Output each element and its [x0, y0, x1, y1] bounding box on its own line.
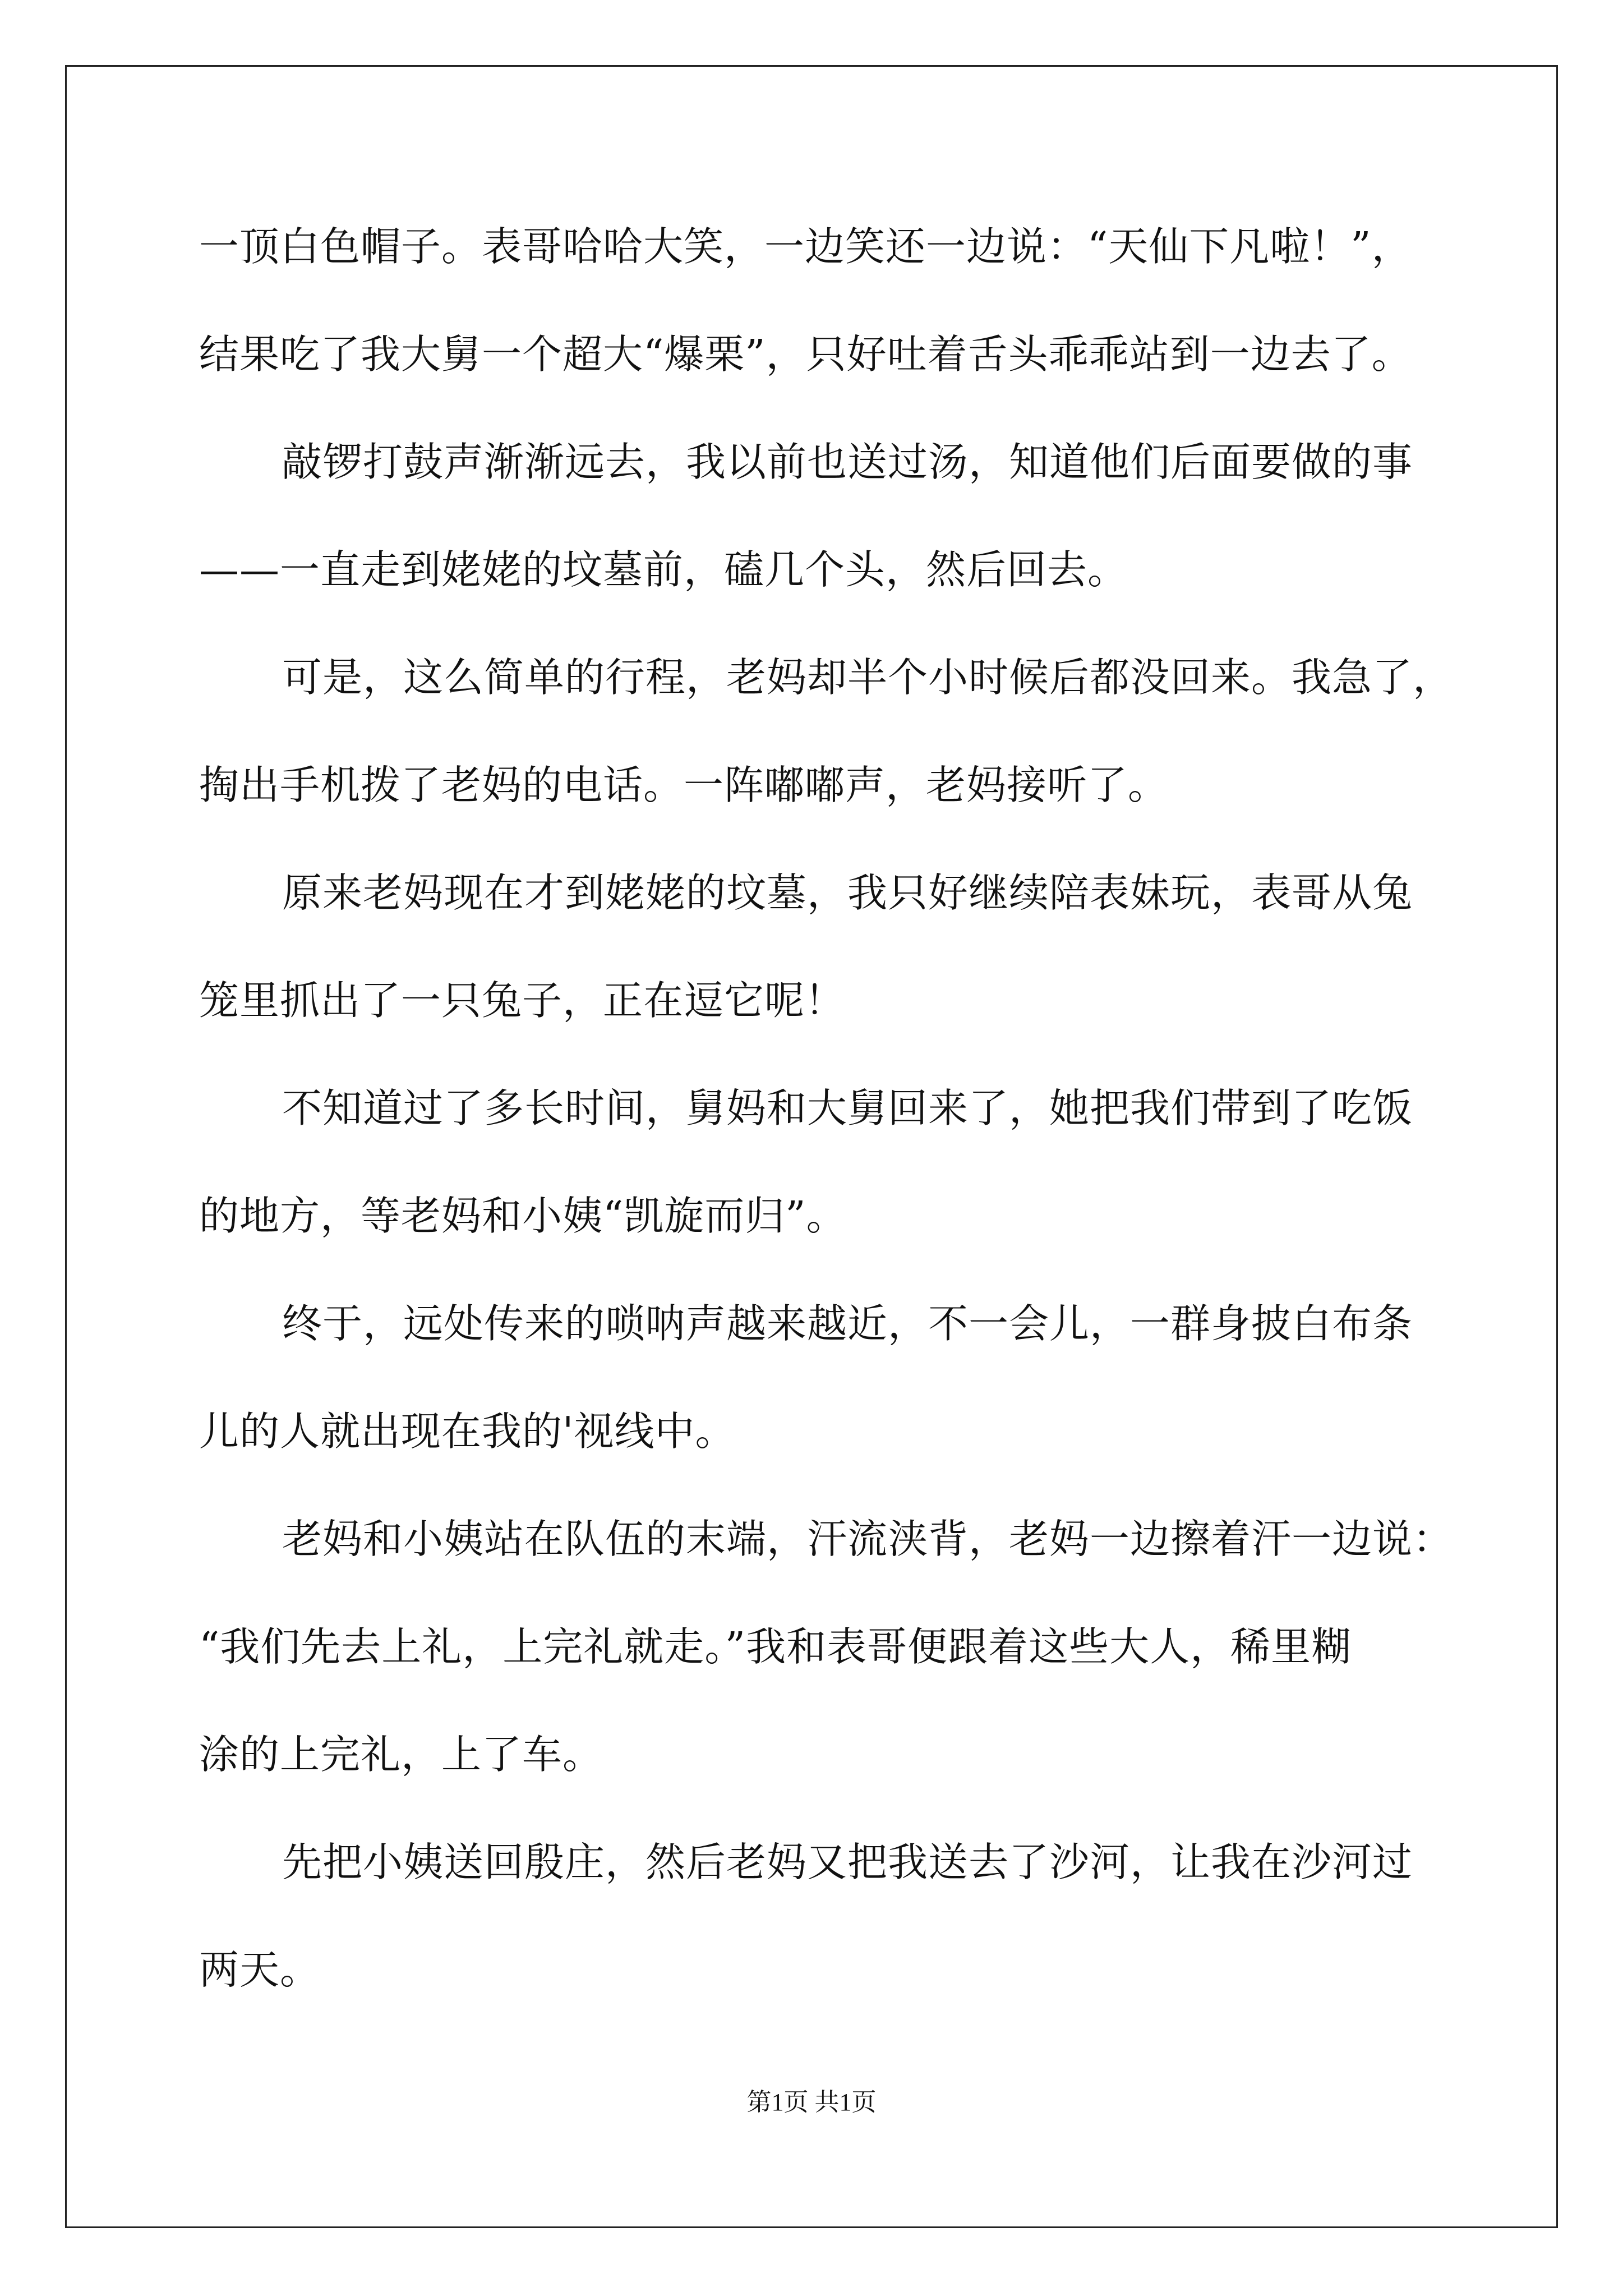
text-line: 掏出手机拨了老妈的电话。一阵嘟嘟声，老妈接听了。 [199, 762, 1169, 808]
text-line: 两天。 [199, 1947, 321, 1993]
text-line: 涂的上完礼，上了车。 [199, 1731, 603, 1778]
text-line: 的地方，等老妈和小姨“凯旋而归”。 [199, 1193, 847, 1239]
page-border [65, 65, 1558, 2228]
text-line: 笼里抓出了一只兔子，正在逗它呢！ [199, 977, 846, 1024]
text-line: 不知道过了多长时间，舅妈和大舅回来了，她把我们带到了吃饭 [282, 1085, 1413, 1131]
text-line: 先把小姨送回殷庄，然后老妈又把我送去了沙河，让我在沙河过 [282, 1839, 1413, 1885]
text-line: 终于，远处传来的唢呐声越来越近，不一会儿，一群身披白布条 [282, 1300, 1413, 1347]
text-line: 儿的人就出现在我的'视线中。 [199, 1408, 736, 1455]
text-line: 一顶白色帽子。表哥哈哈大笑，一边笑还一边说：“天仙下凡啦！”， [199, 223, 1412, 270]
text-line: 结果吃了我大舅一个超大“爆栗”，只好吐着舌头乖乖站到一边去了。 [199, 331, 1412, 378]
text-line: “我们先去上礼，上完礼就走。”我和表哥便跟着这些大人，稀里糊 [199, 1623, 1352, 1670]
text-line: 敲锣打鼓声渐渐远去，我以前也送过汤，知道他们后面要做的事 [282, 439, 1413, 485]
text-line: ——一直走到姥姥的坟墓前，磕几个头，然后回去。 [199, 546, 1128, 593]
text-line: 老妈和小姨站在队伍的末端，汗流浃背，老妈一边擦着汗一边说： [282, 1516, 1454, 1562]
page-number-footer: 第1页 共1页 [746, 2088, 877, 2116]
text-line: 可是，这么简单的行程，老妈却半个小时候后都没回来。我急了， [282, 654, 1454, 701]
text-line: 原来老妈现在才到姥姥的坟墓，我只好继续陪表妹玩，表哥从兔 [282, 869, 1413, 916]
